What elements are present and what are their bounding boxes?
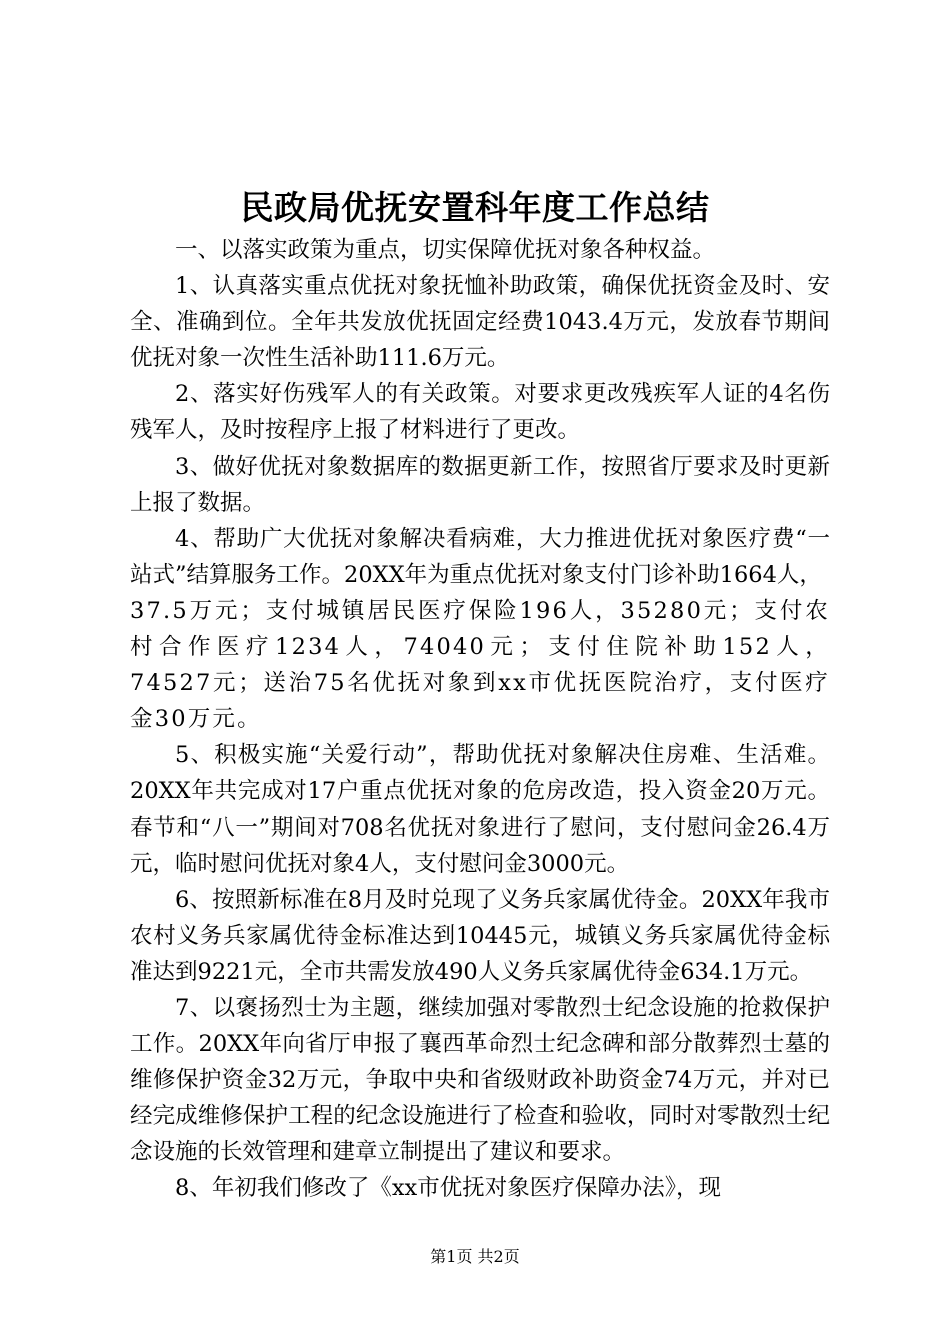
page-footer: 第1页 共2页 xyxy=(430,1247,520,1266)
paragraph-item-4-continued: 37.5万元；支付城镇居民医疗保险196人，35280元；支付农村合作医疗1234人，74040元；支付住院补助152人，74527元；送治75名优抚对象到xx市优抚医院治疗，支付医疗金30万元。 xyxy=(130,597,830,733)
paragraph-item-6: 6、按照新标准在8月及时兑现了义务兵家属优待金。20XX年我市农村义务兵家属优待金标准达到10445元，城镇义务兵家属优待金标准达到9221元，全市共需发放490人义务兵家属优待金634.1万元。 xyxy=(130,886,830,985)
paragraph-item-5: 5、积极实施“关爱行动”，帮助优抚对象解决住房难、生活难。20XX年共完成对17户重点优抚对象的危房改造，投入资金20万元。春节和“八一”期间对708名优抚对象进行了慰问，支付慰问金26.4万元，临时慰问优抚对象4人，支付慰问金3000元。 xyxy=(130,742,830,877)
paragraph-item-2: 2、落实好伤残军人的有关政策。对要求更改残疾军人证的4名伤残军人，及时按程序上报了材料进行了更改。 xyxy=(130,381,830,444)
document-body xyxy=(130,232,830,1207)
paragraph-item-3: 3、做好优抚对象数据库的数据更新工作，按照省厅要求及时更新上报了数据。 xyxy=(130,453,830,516)
paragraph-item-1: 1、认真落实重点优抚对象抚恤补助政策，确保优抚资金及时、安全、准确到位。全年共发放优抚固定经费1043.4万元，发放春节期间优抚对象一次性生活补助111.6万元。 xyxy=(130,273,830,372)
paragraph-item-7: 7、以褒扬烈士为主题，继续加强对零散烈士纪念设施的抢救保护工作。20XX年向省厅申报了襄西革命烈士纪念碑和部分散葬烈士墓的维修保护资金32万元，争取中央和省级财政补助资金74万元，并对已经完成维修保护工程的纪念设施进行了检查和验收，同时对零散烈士纪念设施的长效管理和建章立制提出了建议和要求。 xyxy=(130,994,830,1166)
section-heading-1: 一、以落实政策为重点，切实保障优抚对象各种权益。 xyxy=(175,237,716,263)
paragraph-item-4: 4、帮助广大优抚对象解决看病难，大力推进优抚对象医疗费“一站式”结算服务工作。20XX年为重点优抚对象支付门诊补助1664人， xyxy=(130,525,830,588)
paragraph-item-8: 8、年初我们修改了《xx市优抚对象医疗保障办法》，现 xyxy=(175,1175,721,1202)
document-title: 民政局优抚安置科年度工作总结 xyxy=(240,188,710,227)
